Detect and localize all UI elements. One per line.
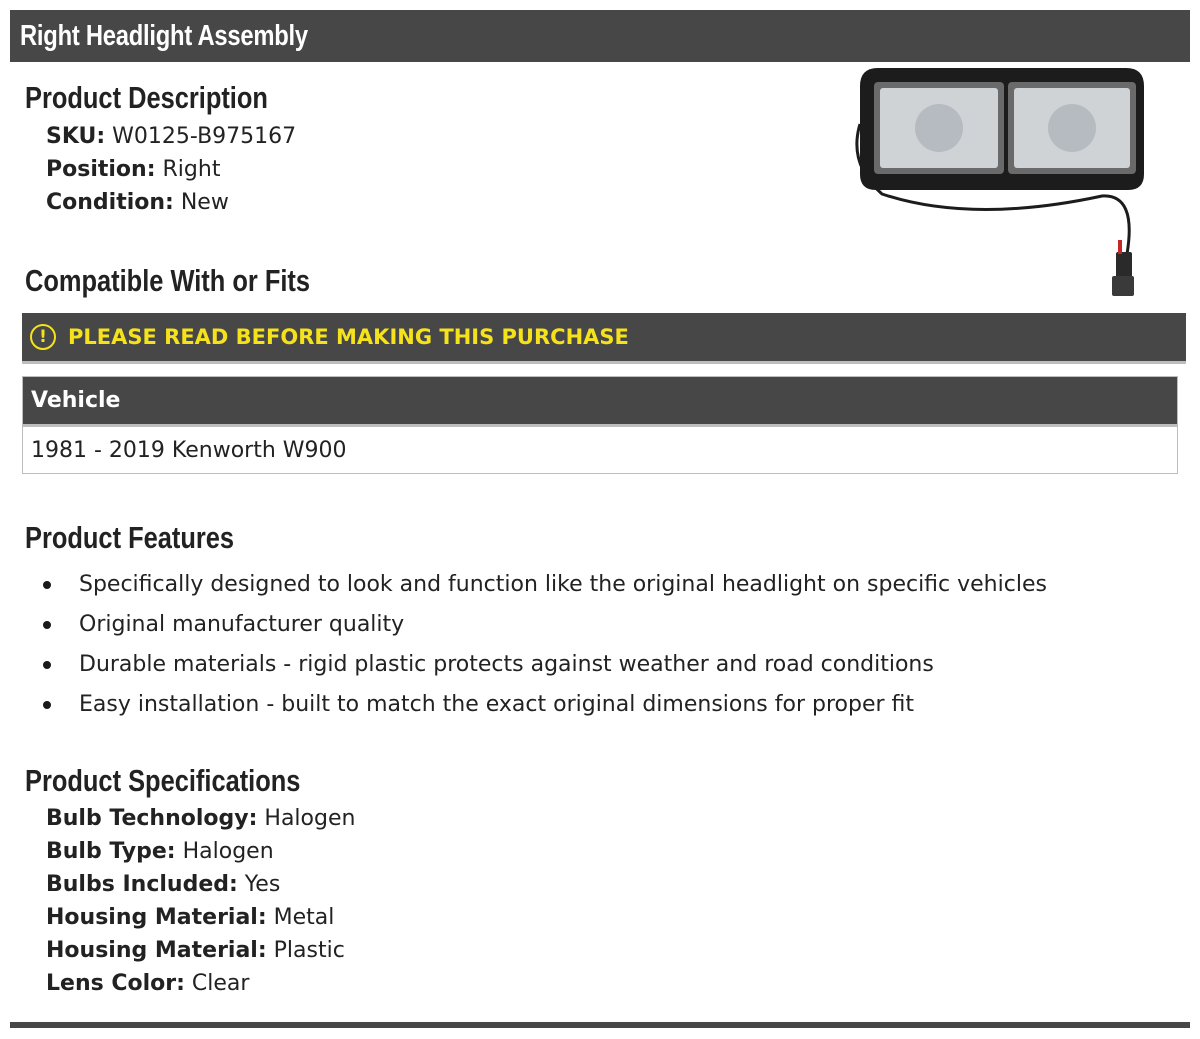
- list-item: Original manufacturer quality: [40, 605, 1047, 645]
- list-item: Specifically designed to look and function like the original headlight on specific vehicles: [40, 565, 1047, 605]
- product-description-list: [46, 120, 296, 219]
- vehicle-cell: 1981 - 2019 Kenworth W900: [31, 437, 347, 463]
- page-title: Right Headlight Assembly: [20, 19, 308, 52]
- purchase-notice-bar: [22, 313, 1186, 364]
- housing-material-row: Housing Material: Metal: [46, 905, 335, 930]
- position-row: Position: Right: [46, 157, 221, 182]
- title-bar: [10, 10, 1190, 62]
- purchase-notice-text: PLEASE READ BEFORE MAKING THIS PURCHASE: [68, 325, 629, 349]
- warning-icon: !: [30, 324, 56, 350]
- product-specifications-heading: Product Specifications: [25, 763, 301, 798]
- housing-material-row: Housing Material: Plastic: [46, 938, 345, 963]
- table-row: [23, 426, 1178, 474]
- product-description-heading: Product Description: [25, 80, 268, 115]
- bulb-type-row: Bulb Type: Halogen: [46, 839, 274, 864]
- headlight-assembly-image: [852, 64, 1152, 304]
- product-specifications-list: [46, 802, 355, 1000]
- vehicle-table: [22, 376, 1178, 474]
- bottom-divider: [10, 1022, 1190, 1028]
- product-features-list: [40, 565, 1047, 725]
- product-features-heading: Product Features: [25, 520, 235, 555]
- vehicle-column-header: Vehicle: [23, 377, 1178, 426]
- list-item: Durable materials - rigid plastic protects against weather and road conditions: [40, 645, 1047, 685]
- bulbs-included-row: Bulbs Included: Yes: [46, 872, 281, 897]
- compatibility-heading: Compatible With or Fits: [25, 263, 311, 298]
- bulb-technology-row: Bulb Technology: Halogen: [46, 806, 356, 831]
- list-item: Easy installation - built to match the exact original dimensions for proper fit: [40, 685, 1047, 725]
- condition-row: Condition: New: [46, 190, 229, 215]
- sku-row: SKU: W0125-B975167: [46, 124, 297, 149]
- lens-color-row: Lens Color: Clear: [46, 971, 250, 996]
